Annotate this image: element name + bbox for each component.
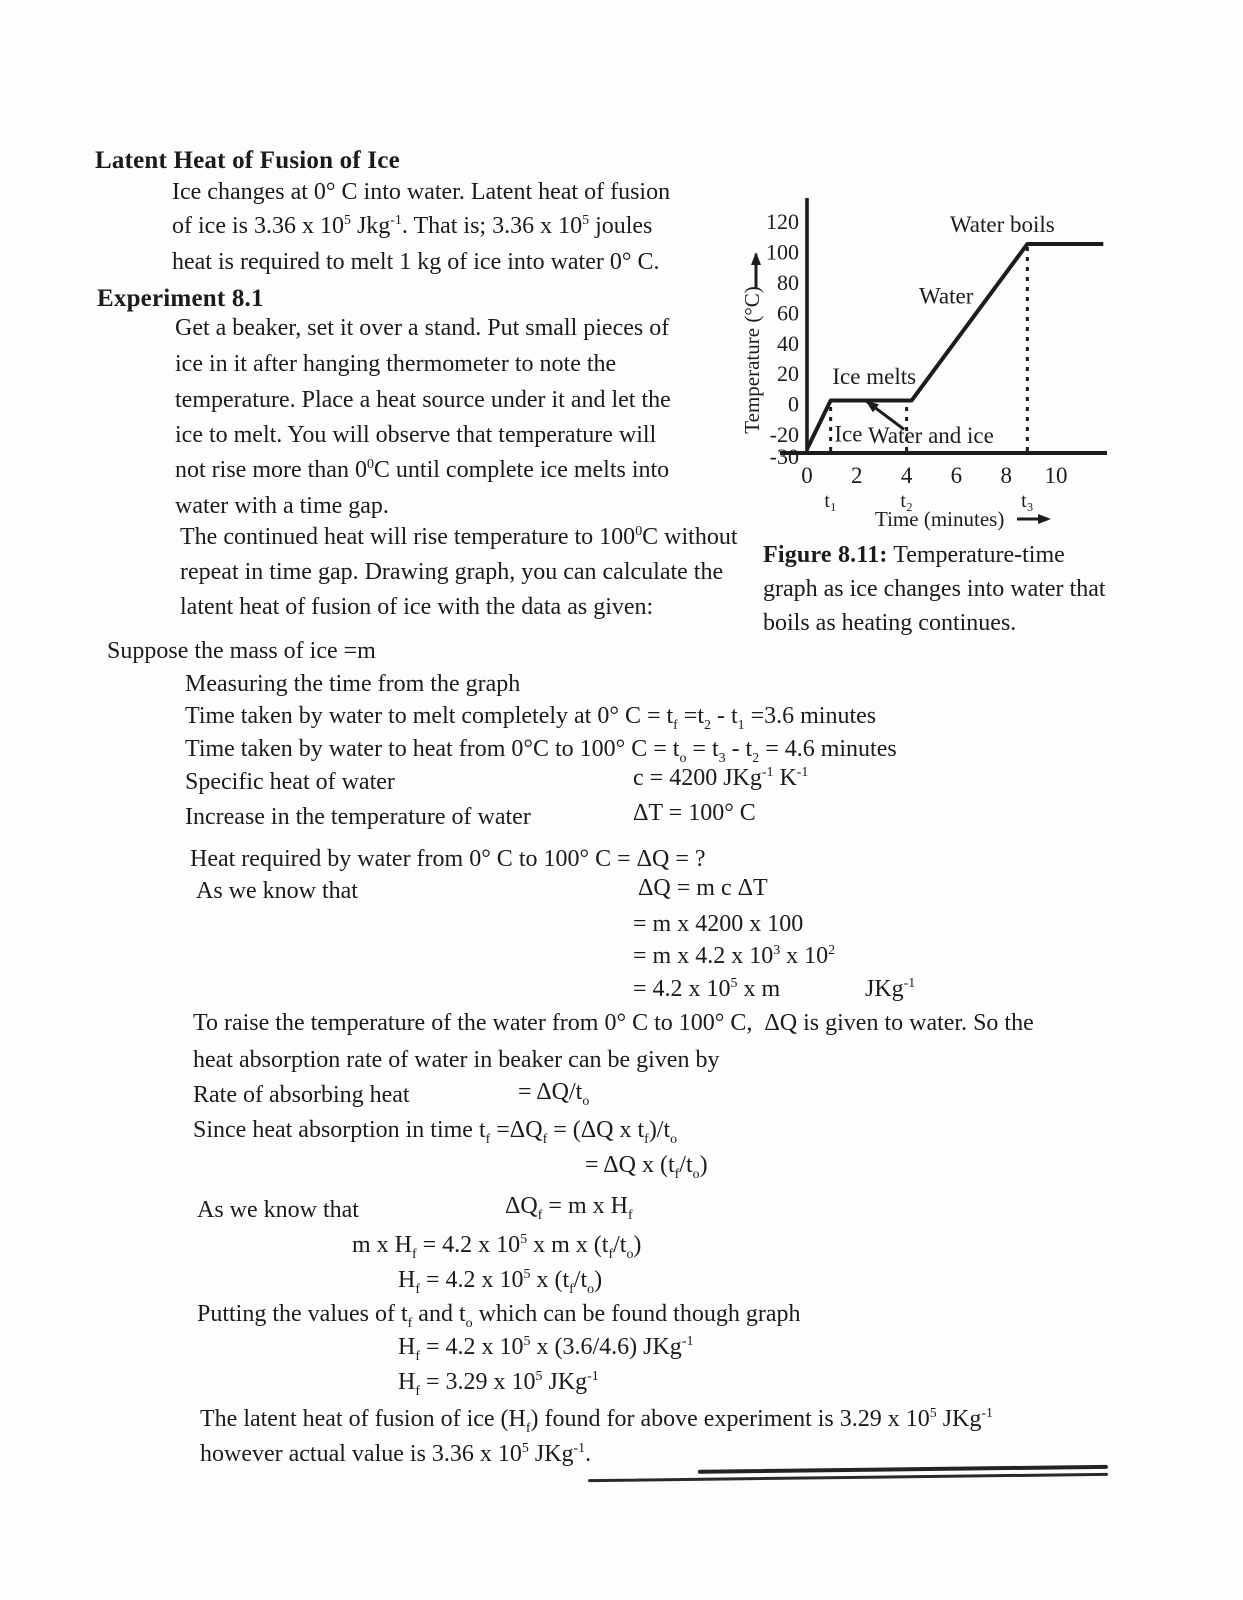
text-line: The continued heat will rise temperature to $100^0C$ without: [180, 524, 738, 550]
marker-label: t₃: [1021, 490, 1034, 512]
y-tick-label: 80: [777, 270, 799, 295]
text-line: To raise the temperature of the water from 0° C to 100° C, ΔQ is given to water. So the: [193, 1010, 1034, 1036]
formula-value: $\Delta Q_f = m$ x $H_f$: [505, 1193, 633, 1223]
formula-value: m x $H_f = 4.2$ x $10^5$ x m x $(t_f/t_o)$: [352, 1232, 642, 1262]
y-axis-arrow-head: [751, 252, 761, 265]
section-heading-experiment: Experiment 8.1: [97, 285, 264, 312]
y-axis-label: Temperature (°C): [740, 286, 764, 434]
formula-line: Time taken by water to melt completely at 0° $C = t_f =t_2 - t_1 =3.6$ minutes: [185, 703, 877, 733]
text-line: latent heat of fusion of ice with the data as given:: [180, 594, 654, 620]
x-tick-label: 2: [851, 463, 863, 488]
x-tick-label: 10: [1044, 463, 1068, 488]
y-tick-label: 120: [766, 209, 799, 235]
y-tick-label: 60: [777, 300, 799, 326]
text-line: Get a beaker, set it over a stand. Put small pieces of: [175, 315, 670, 341]
annotation-label: Ice melts: [832, 363, 917, 389]
section-heading-latent-heat: Latent Heat of Fusion of Ice: [95, 147, 400, 174]
y-tick-label: 40: [777, 330, 799, 356]
bottom-rule: [588, 1465, 1108, 1485]
text-line: Putting the values of $t_f$ and $t_o$ which can be found though graph: [197, 1301, 801, 1331]
text-line: Rate of absorbing heat: [193, 1082, 410, 1108]
text-line: of ice is 3.36 x $10^5$ Jkg$^{-1}$. That is; 3.36 x $10^5$ joules: [172, 213, 653, 239]
text-line: Specific heat of water: [185, 769, 395, 795]
y-tick-label: -20: [769, 422, 799, 447]
y-tick-label: -30: [769, 444, 799, 470]
text-line: ice to melt. You will observe that temperature will: [175, 422, 657, 448]
formula-value: = 4.2 x $10^5$ x m: [633, 976, 781, 1002]
text-line: water with a time gap.: [175, 493, 389, 519]
temperature-time-graph: [725, 192, 1125, 532]
formula-value: = m x 4200 x 100: [633, 911, 804, 937]
annotation-label: Ice: [834, 421, 863, 447]
formula-line: Heat required by water from 0° C to 100° C = ΔQ = ?: [190, 846, 706, 872]
annotation-label: Water: [919, 283, 974, 309]
text-line: heat absorption rate of water in beaker can be given by: [193, 1047, 720, 1073]
text-line: however actual value is 3.36 x $10^5$ JKg$^{-1}$.: [200, 1441, 592, 1467]
formula-line: Time taken by water to heat from 0°C to 100° $C = t_o = t_3 - t_2 = 4.6$ minutes: [185, 736, 897, 766]
annotation-label: Water and ice: [868, 423, 994, 449]
formula-value: = m x 4.2 x $10^3$ x $10^2$: [633, 943, 836, 969]
formula-line: Since heat absorption in time $t_f =\Delta Q_f = (\Delta Q$ x $t_f)/t_o$: [193, 1117, 678, 1147]
marker-label: t₁: [824, 490, 837, 512]
text-line: Suppose the mass of ice =m: [107, 638, 376, 664]
formula-value: $H_f = 4.2$ x $10^5$ x (3.6/4.6) JKg$^{-1}$: [398, 1334, 694, 1364]
formula-value: ΔT = 100° C: [633, 800, 756, 826]
x-tick-label: 8: [1000, 463, 1012, 488]
annotation-label: Water boils: [949, 211, 1055, 237]
text-line: repeat in time gap. Drawing graph, you can calculate the: [180, 559, 724, 585]
rule-line-top: [698, 1465, 1108, 1474]
formula-unit: JKg$^{-1}$: [865, 976, 916, 1002]
formula-value: $H_f = 3.29$ x $10^5$ JKg$^{-1}$: [398, 1369, 599, 1399]
text-line: Increase in the temperature of water: [185, 804, 531, 830]
x-tick-label: 0: [801, 463, 813, 488]
text-line: As we know that: [196, 878, 358, 904]
figure-caption-label: Figure 8.11:: [763, 542, 888, 568]
formula-value: = $\Delta Q/t_o$: [518, 1079, 590, 1109]
marker-label: t₂: [900, 490, 913, 512]
x-axis-label: Time (minutes): [875, 507, 1005, 531]
text-line: ice in it after hanging thermometer to note the: [175, 351, 617, 377]
formula-value: c = 4200 JKg$^{-1}$ $K^{-1}$: [633, 765, 809, 791]
text-line: temperature. Place a heat source under it and let the: [175, 387, 671, 413]
formula-value: ΔQ = m c ΔT: [638, 875, 768, 901]
text-line: not rise more than $0^0C$ until complete ice melts into: [175, 457, 670, 483]
x-tick-label: 4: [900, 463, 913, 488]
y-tick-label: 100: [766, 239, 799, 265]
x-tick-label: 6: [950, 463, 963, 488]
formula-value: $H_f = 4.2$ x $10^5$ x $(t_f/t_o)$: [398, 1267, 603, 1297]
text-line: As we know that: [197, 1197, 359, 1223]
rule-line-bottom: [588, 1473, 1108, 1482]
heating-curve: [807, 244, 1103, 449]
text-line: Ice changes at 0° C into water. Latent heat of fusion: [172, 179, 671, 205]
y-tick-label: 0: [788, 391, 799, 417]
x-axis-arrow-head: [1038, 514, 1051, 524]
y-tick-label: 20: [777, 361, 799, 387]
text-line: Measuring the time from the graph: [185, 671, 521, 697]
formula-value: = ΔQ x $(t_f/t_o)$: [585, 1152, 708, 1182]
text-line: heat is required to melt 1 kg of ice into water 0° C.: [172, 249, 660, 275]
figure-caption: [763, 538, 1119, 640]
text-line: The latent heat of fusion of ice $(H_f)$ found for above experiment is 3.29 x $10^5$ JKg$^{-1}$: [200, 1406, 993, 1436]
figure-caption-text: Temperature-time graph as ice changes into water that boils as heating continues.: [763, 542, 1106, 636]
